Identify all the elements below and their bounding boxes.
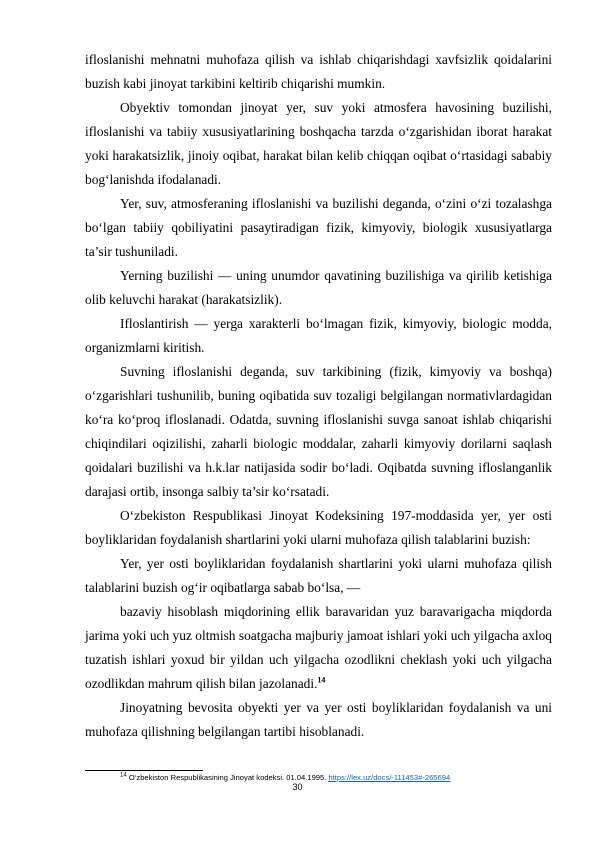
footnote-link[interactable]: https://lex.uz/docs/-111453#-265694 (328, 773, 451, 782)
paragraph-objective-side: Obyektiv tomondan jinoyat yer, suv yoki atmosfera havosining buzilishi, ifloslanishi va tabiiy xususiyatlarining boshqacha tarzda o‘zgarishidan iborat harakat yoki harakatsizlik, jinoiy oqibat, harakat bilan kelib chiqqan oqibat o‘rtasidagi sababiy bog‘lanishda ifodalanadi. (85, 100, 552, 187)
paragraph-criminal-code-article: O‘zbekiston Respublikasi Jinoyat Kodeksining 197-moddasida yer, yer osti boyliklaridan foydalanish shartlarini yoki ularni muhofaza qilish talablarini buzish: (85, 508, 552, 547)
paragraph-violation: Yer, yer osti boyliklaridan foydalanish shartlarini yoki ularni muhofaza qilish talablarini buzish og‘ir oqibatlarga sabab bo‘lsa, — (85, 556, 552, 595)
paragraph-land-degradation: Yerning buzilishi — uning unumdor qavatining buzilishiga va qirilib ketishiga olib keluvchi harakat (harakatsizlik). (85, 268, 552, 307)
footnote-mark: 14 (120, 772, 127, 779)
footnote-reference[interactable]: 14 (317, 675, 326, 685)
paragraph-direct-object: Jinoyatning bevosita obyekti yer va yer osti boyliklaridan foydalanish va uni muhofaza qilishning belgilangan tartibi hisoblanadi. (85, 700, 552, 739)
paragraph-penalty (85, 600, 552, 696)
paragraph-pollution-definition: Yer, suv, atmosferaning ifloslanishi va buzilishi deganda, o‘zini o‘zi tozalashga bo‘lgan tabiiy qobiliyatini pasaytiradigan fizik, kimyoviy, biologik xususiyatlarga ta’sir tushuniladi. (85, 196, 552, 259)
footnote-separator (85, 770, 203, 771)
page-number: 30 (292, 782, 303, 792)
footnote-text: O‘zbekiston Respublikasining Jinoyat kodeksi. 01.04.1995. (126, 773, 329, 782)
document-body (85, 48, 552, 744)
paragraph-continuation: ifloslanishi mehnatni muhofaza qilish va ishlab chiqarishdagi xavfsizlik qoidalarini buzish kabi jinoyat tarkibini keltirib chiqarishi mumkin. (85, 52, 552, 91)
paragraph-water-pollution: Suvning ifloslanishi deganda, suv tarkibining (fizik, kimyoviy va boshqa) o‘zgarishlari tushunilib, buning oqibatida suv tozaligi belgilangan normativlardagidan ko‘ra ko‘proq ifloslanadi. Odatda, suvning ifloslanishi suvga sanoat ishlab chiqarishi chiqindilari oqizilishi, zaharli biologic moddalar, zaharli kimyoviy dorilarni saqlash qoidalari buzilishi va h.k.lar natijasida sodir bo‘ladi. Oqibatda suvning ifloslanganlik darajasi ortib, insonga salbiy ta’sir ko‘rsatadi. (85, 364, 552, 499)
penalty-text: bazaviy hisoblash miqdorining ellik baravaridan yuz baravarigacha miqdorda jarima yoki uch yuz oltmish soatgacha majburiy jamoat ishlari yoki uch yilgacha axloq tuzatish ishlari yoxud bir yildan uch yilgacha ozodlikni cheklash yoki uch yilgacha ozodlikdan mahrum qilish bilan jazolanadi. (85, 604, 552, 691)
paragraph-contamination: Ifloslantirish — yerga xarakterli bo‘lmagan fizik, kimyoviy, biologic modda, organizmlarni kiritish. (85, 316, 552, 355)
